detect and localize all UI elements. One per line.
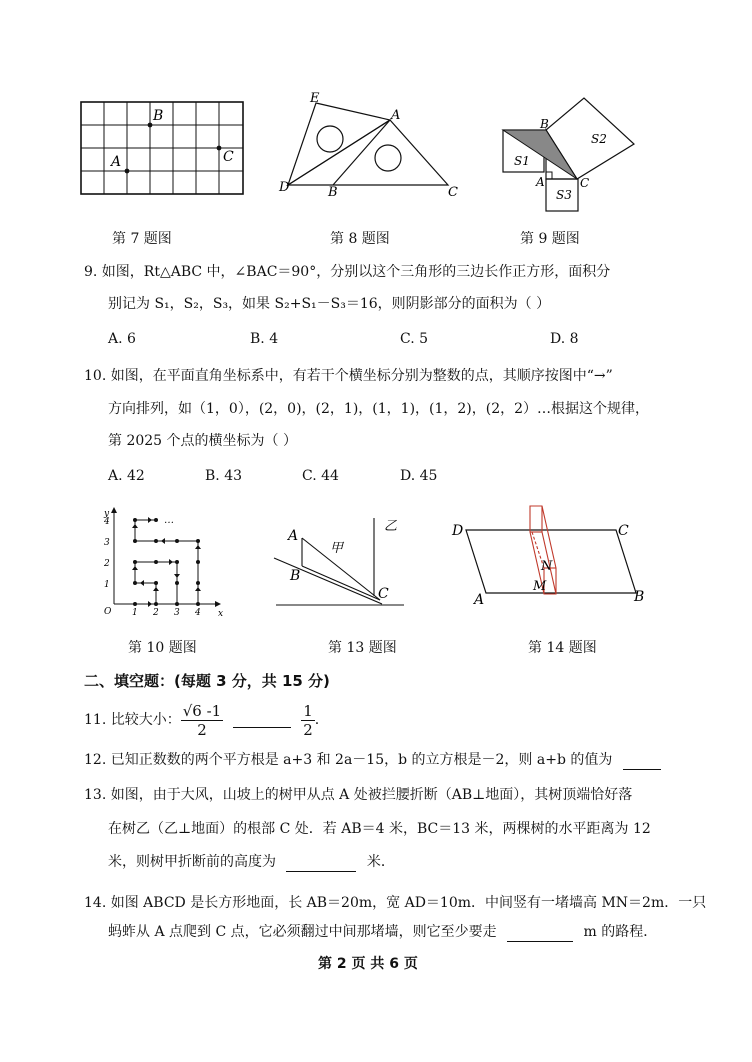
label-d: D <box>279 180 290 195</box>
question-11-answer-blank[interactable] <box>233 713 291 728</box>
fraction-1-numerator: √6 -1 <box>182 701 222 720</box>
label-s2: S2 <box>591 132 607 146</box>
figure-10-coordinate-plane <box>92 504 226 622</box>
question-12-text: 12. 已知正数数的两个平方根是 a+3 和 2a－15，b 的立方根是－2，则 a+b 的值为 <box>84 752 613 768</box>
fraction-2-numerator: 1 <box>303 701 313 720</box>
figure-7-grid <box>78 100 248 196</box>
question-13-line3-text: 米，则树甲折断前的高度为 <box>108 854 276 870</box>
label-s1: S1 <box>514 154 530 168</box>
question-11 <box>84 698 319 742</box>
question-14-line1: 14. 如图 ABCD 是长方形地面，长 AB＝20m，宽 AD＝10m．中间竖有一堵墙高 MN＝2m．一只 <box>84 895 707 911</box>
svg-text:3: 3 <box>174 608 180 618</box>
label-d: D <box>452 523 464 539</box>
question-9-option-c: C. 5 <box>400 331 429 347</box>
label-c: C <box>448 185 458 200</box>
figure-8-triangles <box>278 92 468 200</box>
label-m: M <box>533 579 547 594</box>
question-10-option-c: C. 44 <box>302 468 339 484</box>
figure-10-caption: 第 10 题图 <box>128 640 197 656</box>
label-a: A <box>474 592 485 608</box>
question-10-option-a: A. 42 <box>108 468 145 484</box>
label-jia: 甲 <box>330 541 344 556</box>
label-a: A <box>288 528 299 544</box>
question-9-option-b: B. 4 <box>250 331 279 347</box>
svg-text:1: 1 <box>104 580 110 590</box>
question-14-answer-blank[interactable] <box>507 927 573 942</box>
question-13-line3 <box>108 852 395 872</box>
page-footer: 第 2 页 共 6 页 <box>318 956 418 972</box>
svg-text:1: 1 <box>132 608 138 618</box>
question-10-line2: 方向排列，如（1，0），(2，0)，(2，1)，(1，1)，(1，2)，(2，2）…根据这个规律， <box>108 401 650 417</box>
question-11-prefix: 11. 比较大小： <box>84 712 181 728</box>
label-b: B <box>328 185 338 200</box>
svg-text:x: x <box>218 609 224 619</box>
fraction-sqrt6-minus-1-over-2 <box>181 702 223 739</box>
label-b: B <box>540 117 549 131</box>
svg-text:3: 3 <box>104 538 110 548</box>
label-a: A <box>536 175 545 189</box>
question-14-line2 <box>108 922 657 942</box>
label-c: C <box>223 149 234 165</box>
question-12-answer-blank[interactable] <box>623 755 661 770</box>
svg-text:2: 2 <box>153 608 159 618</box>
svg-text:4: 4 <box>195 608 201 618</box>
label-n: N <box>541 559 553 574</box>
label-b: B <box>153 108 164 124</box>
question-14-line2-unit: m 的路程． <box>583 924 658 940</box>
point-c <box>217 146 222 151</box>
fraction-2-denominator: 2 <box>303 720 313 739</box>
question-9-line2: 别记为 S₁，S₂，S₃，如果 S₂+S₁－S₃＝16，则阴影部分的面积为（ ） <box>108 296 551 312</box>
label-a: A <box>391 108 401 123</box>
label-e: E <box>310 92 320 106</box>
question-11-suffix: . <box>314 712 320 728</box>
question-9-line1: 9. 如图，Rt△ABC 中，∠BAC＝90°，分别以这个三角形的三边长作正方形，面积分 <box>84 264 611 280</box>
question-13-answer-blank[interactable] <box>286 857 356 872</box>
svg-text:2: 2 <box>104 559 110 569</box>
figure-7-caption: 第 7 题图 <box>112 231 172 247</box>
question-10-line3: 第 2025 个点的横坐标为（ ） <box>108 433 297 449</box>
figure-8-caption: 第 8 题图 <box>330 231 390 247</box>
figure-13-trees <box>272 510 412 610</box>
fraction-1-over-2 <box>301 702 315 739</box>
svg-text:…: … <box>164 515 174 526</box>
figure-9-squares <box>498 90 648 220</box>
question-13-line2: 在树乙（乙⊥地面）的根部 C 处．若 AB＝4 米，BC＝13 米，两棵树的水平距离为 12 <box>108 821 651 837</box>
label-b: B <box>634 589 645 605</box>
question-9-option-d: D. 8 <box>550 331 579 347</box>
label-s3: S3 <box>556 188 572 202</box>
svg-text:y: y <box>104 509 110 519</box>
point-a <box>125 169 130 174</box>
figure-14-caption: 第 14 题图 <box>528 640 597 656</box>
figure-9-caption: 第 9 题图 <box>520 231 580 247</box>
label-c: C <box>618 523 629 539</box>
question-10-line1: 10. 如图，在平面直角坐标系中，有若干个横坐标分别为整数的点，其顺序按图中“→” <box>84 368 613 384</box>
figure-13-caption: 第 13 题图 <box>328 640 397 656</box>
label-c: C <box>378 586 389 602</box>
label-yi: 乙 <box>384 519 398 534</box>
question-9-option-a: A. 6 <box>108 331 136 347</box>
question-13-line1: 13. 如图，由于大风，山坡上的树甲从点 A 处被拦腰折断（AB⊥地面），其树顶端恰好落 <box>84 787 633 803</box>
svg-text:O: O <box>104 607 112 617</box>
figure-14-parallelogram <box>448 498 648 608</box>
label-c: C <box>580 176 590 190</box>
point-b <box>148 123 153 128</box>
question-13-line3-unit: 米． <box>366 854 395 870</box>
question-14-line2-text: 蚂蚱从 A 点爬到 C 点，它必须翻过中间那堵墙，则它至少要走 <box>108 924 497 940</box>
label-b: B <box>290 568 301 584</box>
fraction-1-denominator: 2 <box>197 720 207 739</box>
question-10-option-d: D. 45 <box>400 468 438 484</box>
question-12 <box>84 750 661 770</box>
question-10-option-b: B. 43 <box>205 468 243 484</box>
label-a: A <box>111 154 122 170</box>
svg-text:4: 4 <box>104 517 110 527</box>
section-2-heading: 二、填空题：(每题 3 分，共 15 分) <box>84 672 330 690</box>
